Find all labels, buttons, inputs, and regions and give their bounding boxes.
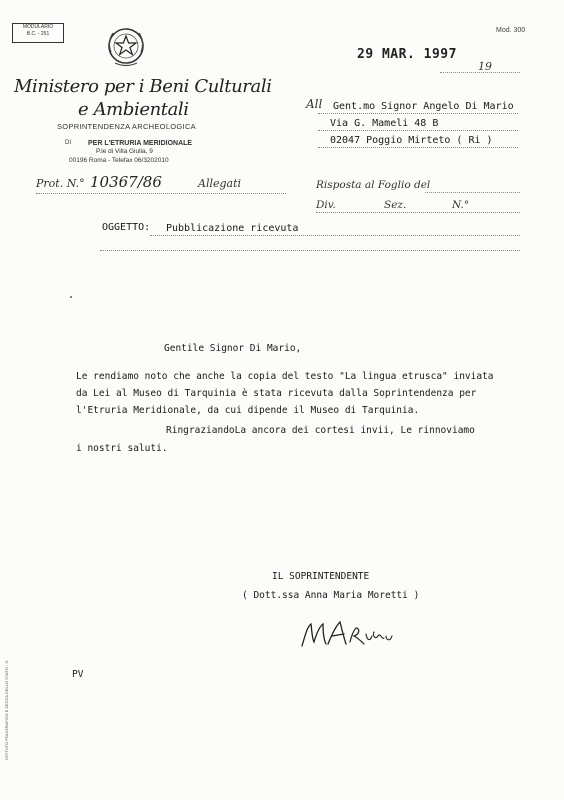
recipient-rule-2 — [318, 130, 518, 131]
margin-dot — [70, 296, 72, 298]
prot-label: Prot. N.° — [36, 177, 85, 190]
address-line1: P.le di Villa Giulia, 9 — [96, 148, 153, 155]
modulario-label: MODULARIO — [22, 24, 54, 30]
salutation: Gentile Signor Di Mario, — [164, 343, 302, 354]
subject-label: OGGETTO: — [102, 222, 151, 233]
body-line: i nostri saluti. — [76, 443, 168, 454]
initials: PV — [72, 669, 84, 680]
n-label: N.° — [452, 199, 470, 211]
recipient-rule-3 — [318, 147, 518, 148]
signatory-name: ( Dott.ssa Anna Maria Moretti ) — [242, 590, 420, 601]
recipient-name: Gent.mo Signor Angelo Di Mario — [333, 101, 514, 112]
handwritten-signature — [298, 612, 398, 654]
div-label: Div. — [316, 199, 336, 211]
recipient-rule-1 — [318, 113, 518, 114]
risposta-rule — [425, 192, 520, 193]
department-name: SOPRINTENDENZA ARCHEOLOGICA — [57, 122, 196, 131]
year-suffix: 19 — [478, 60, 492, 73]
body-line: l'Etruria Meridionale, da cui dipende il Museo di Tarquinia. — [76, 405, 420, 416]
modulario-box — [12, 23, 64, 43]
body-line: da Lei al Museo di Tarquinia è stata ricevuta dalla Soprintendenza per — [76, 388, 477, 399]
recipient-prefix: All — [306, 97, 323, 111]
body-line: Le rendiamo noto che anche la copia del testo "La lingua etrusca" inviata — [76, 371, 494, 382]
signatory-title: IL SOPRINTENDENTE — [272, 571, 370, 582]
ministry-line1: Ministero per i Beni Culturali — [14, 76, 272, 97]
date-stamp: 29 MAR. 1997 — [357, 47, 457, 62]
body-line: RingraziandoLa ancora dei cortesi invii, Le rinnoviamo — [166, 425, 475, 436]
ministry-line2: e Ambientali — [78, 99, 189, 120]
sez-label: Sez. — [384, 199, 407, 211]
printer-mark: ISTITUTO POLIGRAFICO E ZECCA DELLO STATO - S. — [4, 659, 9, 760]
address-line2: 00196 Roma - Telefax 06/3202010 — [69, 157, 169, 164]
risposta-label: Risposta al Foglio del — [316, 179, 431, 191]
subject-text: Pubblicazione ricevuta — [166, 223, 299, 234]
subject-rule-1 — [150, 235, 520, 236]
date-rule — [440, 72, 520, 73]
model-code: Mod. 300 — [496, 27, 526, 34]
prot-rule — [36, 193, 286, 194]
allegati-label: Allegati — [198, 177, 242, 190]
modulario-code: B.C. - 251 — [26, 31, 50, 37]
prot-number: 10367/86 — [90, 173, 162, 191]
recipient-city: 02047 Poggio Mirteto ( Ri ) — [330, 135, 493, 146]
recipient-street: Via G. Mameli 48 B — [330, 118, 439, 129]
republic-emblem-icon — [103, 22, 149, 68]
region-name: PER L'ETRURIA MERIDIONALE — [88, 140, 193, 147]
subject-rule-2 — [100, 250, 520, 251]
div-rule — [316, 212, 520, 213]
di-label: DI — [65, 140, 71, 146]
